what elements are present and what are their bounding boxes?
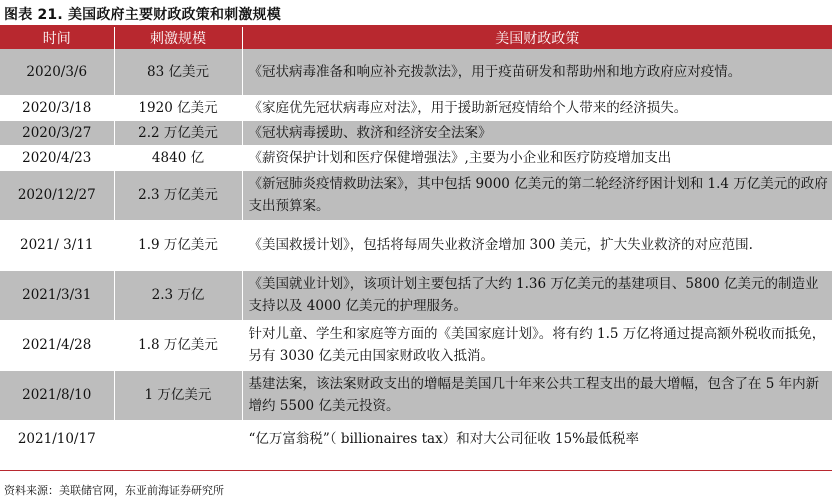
table-row (0, 270, 832, 320)
row-policy: 基建法案，该法案财政支出的增幅是美国几十年来公共工程支出的最大增幅，包含了在 5 年内新增约 5500 亿美元投资。 (242, 370, 832, 420)
header-time: 时间 (0, 27, 114, 49)
figure-title: 图表 21. 美国政府主要财政政策和刺激规模 (4, 7, 281, 23)
row-scale: 2.3 万亿 (114, 270, 242, 320)
header-scale: 刺激规模 (114, 27, 242, 49)
row-scale: 4840 亿 (114, 145, 242, 170)
row-policy: 《家庭优先冠状病毒应对法》，用于援助新冠疫情给个人带来的经济损失。 (242, 95, 832, 120)
row-scale: 1.9 万亿美元 (114, 220, 242, 270)
table-row (0, 420, 832, 458)
row-scale: 2.3 万亿美元 (114, 170, 242, 220)
row-scale: 1.8 万亿美元 (114, 320, 242, 370)
row-date: 2021/10/17 (0, 420, 114, 458)
row-date: 2021/4/28 (0, 320, 114, 370)
row-date: 2020/3/18 (0, 95, 114, 120)
table-row (0, 170, 832, 220)
row-date: 2020/3/6 (0, 49, 114, 95)
table-row (0, 220, 832, 270)
table-row (0, 370, 832, 420)
row-policy: 《冠状病毒援助、救济和经济安全法案》 (242, 120, 832, 145)
row-policy: “亿万富翁税”（ billionaires tax）和对大公司征收 15%最低税率 (242, 420, 832, 458)
table-header-row (0, 27, 832, 49)
row-scale: 83 亿美元 (114, 49, 242, 95)
row-date: 2020/12/27 (0, 170, 114, 220)
row-date: 2020/4/23 (0, 145, 114, 170)
source-note: 资料来源：美联储官网，东亚前海证券研究所 (4, 484, 224, 497)
row-date: 2021/8/10 (0, 370, 114, 420)
row-policy: 《薪资保护计划和医疗保健增强法》,主要为小企业和医疗防疫增加支出 (242, 145, 832, 170)
row-policy: 《美国就业计划》，该项计划主要包括了大约 1.36 万亿美元的基建项目、5800 亿美元的制造业支持以及 4000 亿美元的护理服务。 (242, 270, 832, 320)
row-date: 2021/ 3/11 (0, 220, 114, 270)
row-policy: 《冠状病毒准备和响应补充拨款法》，用于疫苗研发和帮助州和地方政府应对疫情。 (242, 49, 832, 95)
table-row (0, 320, 832, 370)
row-scale: 1920 亿美元 (114, 95, 242, 120)
row-date: 2020/3/27 (0, 120, 114, 145)
table-row (0, 95, 832, 120)
policy-table (0, 27, 832, 459)
header-policy: 美国财政政策 (242, 27, 832, 49)
row-scale: 1 万亿美元 (114, 370, 242, 420)
row-policy: 针对儿童、学生和家庭等方面的《美国家庭计划》。将有约 1.5 万亿将通过提高额外税收而抵免，另有 3030 亿美元由国家财政收入抵消。 (242, 320, 832, 370)
row-scale (114, 420, 242, 458)
table-bottom-rule (0, 470, 832, 471)
row-policy: 《美国救援计划》，包括将每周失业救济金增加 300 美元，扩大失业救济的对应范围. (242, 220, 832, 270)
table-row (0, 49, 832, 95)
row-date: 2021/3/31 (0, 270, 114, 320)
row-scale: 2.2 万亿美元 (114, 120, 242, 145)
table-row (0, 120, 832, 145)
table-row (0, 145, 832, 170)
row-policy: 《新冠肺炎疫情救助法案》，其中包括 9000 亿美元的第二轮经济纾困计划和 1.4 万亿美元的政府支出预算案。 (242, 170, 832, 220)
